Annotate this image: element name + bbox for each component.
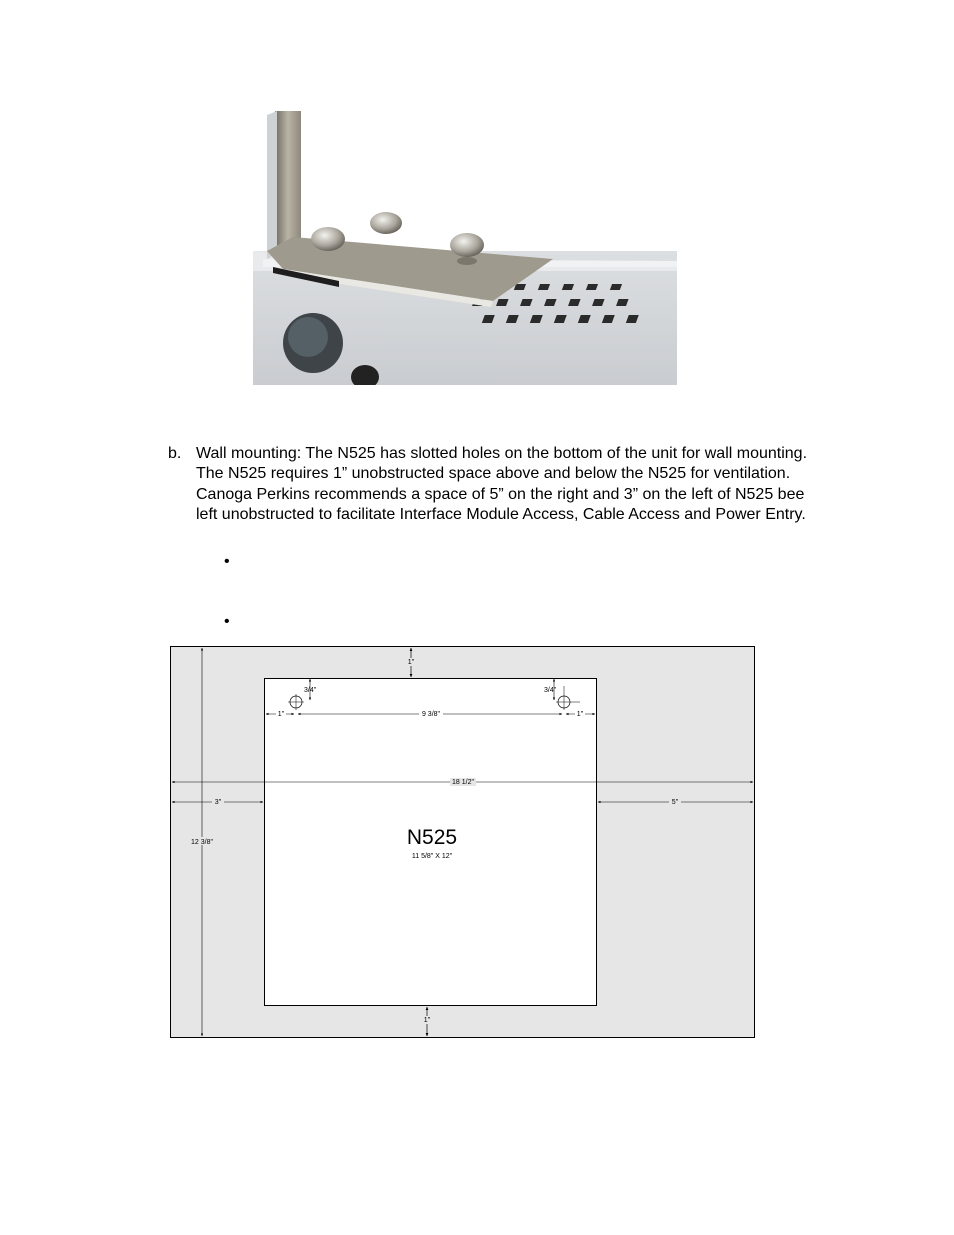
right-clearance-label: 5" — [671, 799, 679, 806]
total-height-label: 12 3/8" — [191, 839, 213, 846]
hole-offset-left-label: 3/4" — [304, 687, 317, 694]
list-marker: b. — [168, 445, 182, 462]
mounting-diagram — [170, 646, 755, 1038]
unit-name: N525 — [406, 826, 458, 849]
hole-edge-left-label: 1" — [277, 711, 285, 718]
bracket-photo — [253, 111, 677, 385]
bullet-2: • — [224, 613, 230, 630]
bracket-illustration — [253, 111, 677, 385]
top-clearance-label: 1" — [407, 659, 415, 666]
hole-edge-right-label: 1" — [576, 711, 584, 718]
bullet-1: • — [224, 553, 230, 570]
mounting-diagram-svg — [170, 646, 755, 1038]
hole-spacing-label: 9 3/8" — [421, 711, 441, 718]
unit-size: 11 5/8" X 12" — [411, 853, 453, 860]
hole-offset-right-label: 3/4" — [544, 687, 557, 694]
left-clearance-label: 3" — [214, 799, 222, 806]
total-width-label: 18 1/2" — [452, 779, 474, 786]
bottom-clearance-label: 1" — [423, 1017, 431, 1024]
wall-mounting-paragraph: Wall mounting: The N525 has slotted holes on the bottom of the unit for wall mounting. The N525 requires 1” unobstructed space above and below the N525 for ventilation. Canoga Perkins recommends a space of 5” on the right and 3” on the left of N525 bee left unobstructed to facilitate Interface Module Access, Cable Access and Power Entry. — [196, 445, 808, 524]
